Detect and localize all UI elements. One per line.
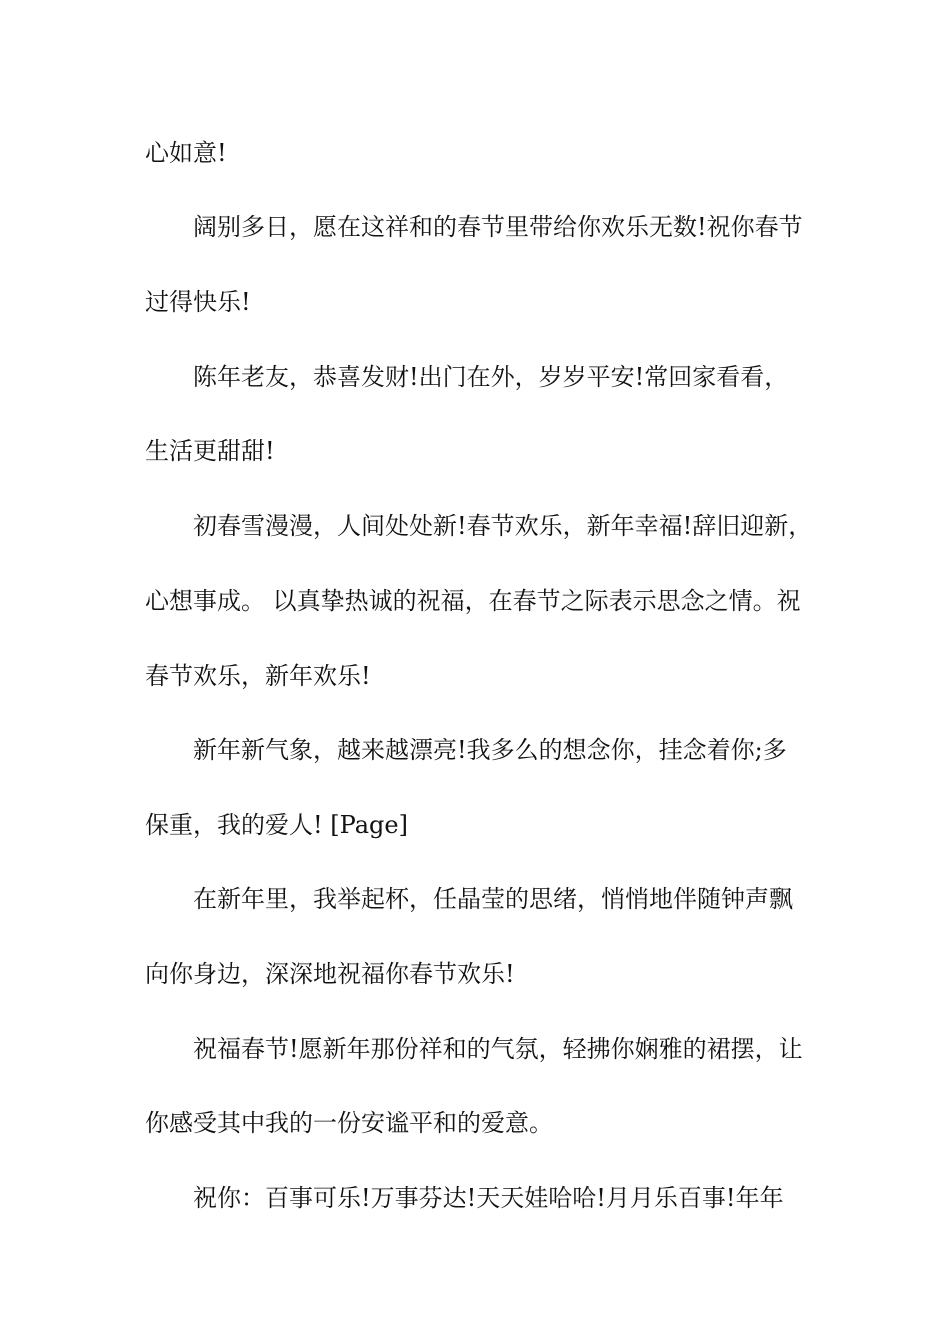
line-text: 新年新气象，越来越漂亮!我多么的想念你，挂念着你;多: [193, 736, 787, 764]
line-text: 过得快乐!: [145, 288, 251, 316]
line-text: 祝福春节!愿新年那份祥和的气氛，轻拂你娴雅的裙摆，让: [193, 1035, 803, 1063]
line-text: 初春雪漫漫，人间处处新!春节欢乐，新年幸福!辞旧迎新，: [193, 512, 813, 540]
line-text: 向你身边，深深地祝福你春节欢乐!: [145, 960, 515, 988]
line-text: 生活更甜甜!: [145, 437, 275, 465]
line-text: 在新年里，我举起杯，任晶莹的思绪，悄悄地伴随钟声飘: [193, 885, 793, 913]
line-text: 心想事成。 以真挚热诚的祝福，在春节之际表示思念之情。祝: [145, 587, 801, 615]
line-text: 你感受其中我的一份安谧平和的爱意。: [145, 1109, 553, 1137]
line-text: 祝你：百事可乐!万事芬达!天天娃哈哈!月月乐百事!年年: [193, 1184, 784, 1212]
line-text: 陈年老友，恭喜发财!出门在外，岁岁平安!常回家看看，: [193, 363, 789, 391]
line-text: 保重，我的爱人! [Page]: [145, 811, 408, 839]
line-text: 春节欢乐，新年欢乐!: [145, 662, 371, 690]
line-text: 阔别多日，愿在这祥和的春节里带给你欢乐无数!祝你春节: [193, 213, 803, 241]
line-text: 心如意!: [145, 139, 227, 167]
